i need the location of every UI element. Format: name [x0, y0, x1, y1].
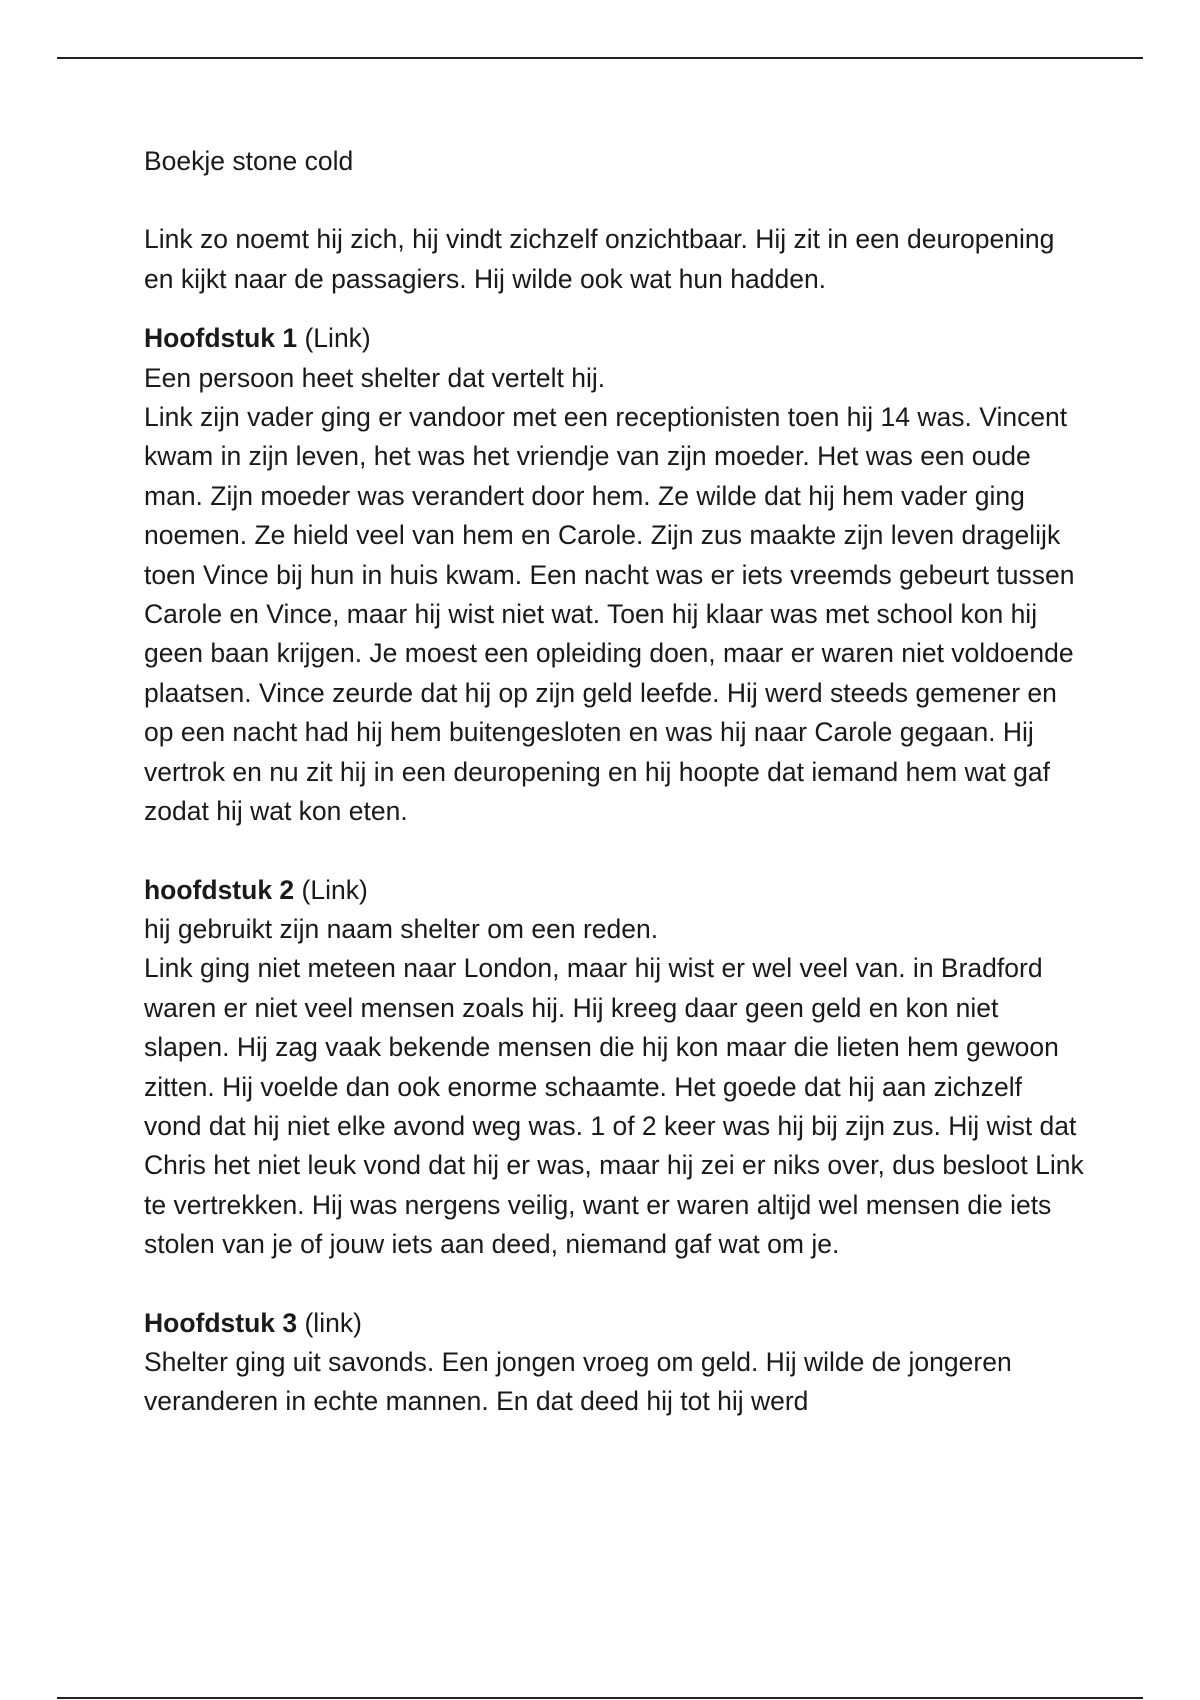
chapter-2-line-2: Link ging niet meteen naar London, maar hij wist er wel veel van. in Bradford waren er niet veel mensen zoals hij. Hij kreeg daar geen geld en kon niet slapen. Hij zag vaak bekende mensen die hij kon maar die lieten hem gewoon zitten. Hij voelde dan ook enorme schaamte. Het goede dat hij aan zichzelf vond dat hij niet elke avond weg was. 1 of 2 keer was hij bij zijn zus. Hij wist dat Chris het niet leuk vond dat hij er was, maar hij zei er niks over, dus besloot Link te vertrekken. Hij was nergens veilig, want er waren altijd wel mensen die iets stolen van je of jouw iets aan deed, niemand gaf wat om je.	[144, 953, 1084, 1260]
chapter-3-line-1: Shelter ging uit savonds. Een jongen vroeg om geld. Hij wilde de jongeren veranderen in echte mannen. En dat deed hij tot hij werd	[144, 1346, 1012, 1417]
chapter-3-subtitle: (link)	[297, 1307, 362, 1338]
chapter-1	[144, 319, 1084, 831]
footer-rule	[57, 1697, 1143, 1699]
intro-paragraph: Link zo noemt hij zich, hij vindt zichzelf onzichtbaar. Hij zit in een deuropening en kijkt naar de passagiers. Hij wilde ook wat hun hadden.	[144, 224, 1055, 294]
chapter-1-number: Hoofdstuk 1	[144, 323, 298, 354]
document-page	[144, 142, 1084, 1461]
header-rule	[57, 57, 1143, 59]
chapter-1-heading	[144, 319, 1084, 358]
chapter-3-number: Hoofdstuk 3	[144, 1307, 298, 1338]
chapter-1-subtitle: (Link)	[297, 323, 371, 354]
chapter-3-heading	[144, 1304, 1084, 1343]
document-title: Boekje stone cold	[144, 146, 354, 176]
chapter-2-line-1: hij gebruikt zijn naam shelter om een reden.	[144, 913, 659, 944]
chapter-1-line-1: Een persoon heet shelter dat vertelt hij.	[144, 362, 606, 393]
chapter-2-heading	[144, 871, 1084, 910]
chapter-2-number: hoofdstuk 2	[144, 874, 295, 905]
chapter-1-line-2: Link zijn vader ging er vandoor met een receptionisten toen hij 14 was. Vincent kwam in zijn leven, het was het vriendje van zijn moeder. Het was een oude man. Zijn moeder was verandert door hem. Ze wilde dat hij hem vader ging noemen. Ze hield veel van hem en Carole. Zijn zus maakte zijn leven dragelijk toen Vince bij hun in huis kwam. Een nacht was er iets vreemds gebeurt tussen Carole en Vince, maar hij wist niet wat. Toen hij klaar was met school kon hij geen baan krijgen. Je moest een opleiding doen, maar er waren niet voldoende plaatsen. Vince zeurde dat hij op zijn geld leefde. Hij werd steeds gemener en op een nacht had hij hem buitengesloten en was hij naar Carole gegaan. Hij vertrok en nu zit hij in een deuropening en hij hoopte dat iemand hem wat gaf zodat hij wat kon eten.	[144, 402, 1075, 827]
chapter-2-subtitle: (Link)	[294, 874, 368, 905]
chapter-3	[144, 1304, 1084, 1422]
chapter-2	[144, 871, 1084, 1265]
